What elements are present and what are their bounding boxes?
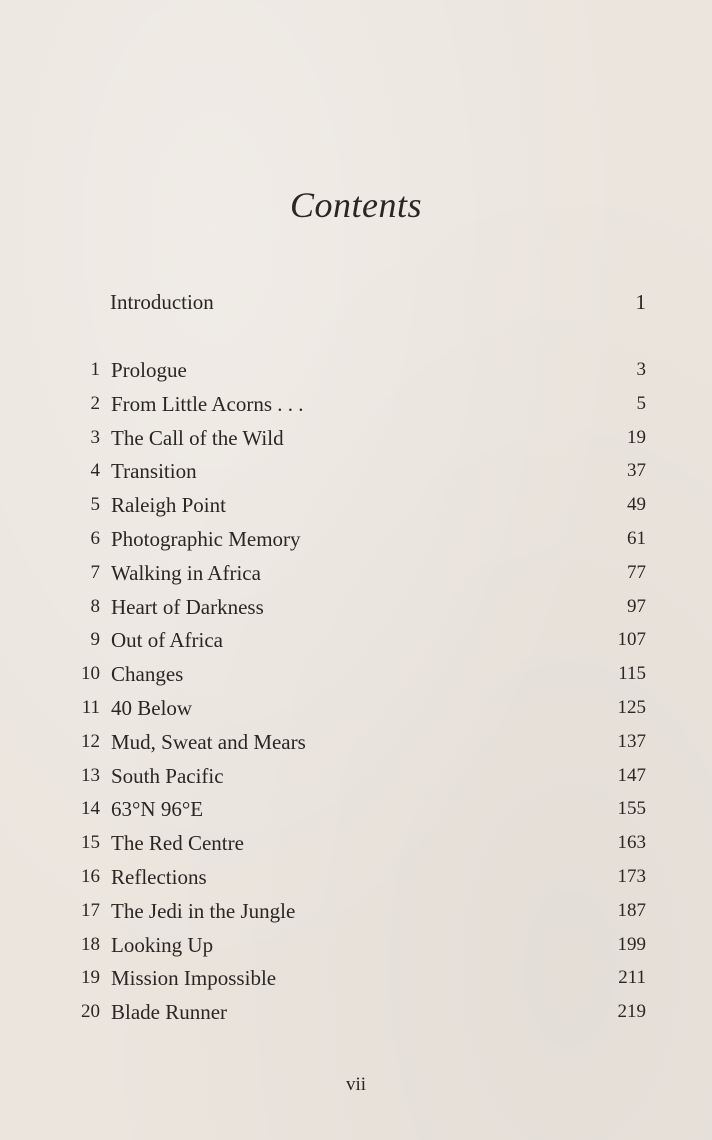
toc-chapter-entry — [72, 457, 646, 491]
chapter-number: 10 — [81, 663, 100, 685]
page-number: vii — [345, 1074, 367, 1095]
toc-chapter-entry — [72, 762, 646, 796]
chapter-number: 3 — [90, 426, 100, 448]
chapter-number: 4 — [90, 460, 100, 482]
chapter-page: 163 — [617, 832, 646, 854]
chapter-title: 40 Below — [111, 695, 193, 720]
chapter-number: 13 — [81, 764, 100, 786]
chapter-number: 14 — [81, 798, 100, 820]
chapter-title: Blade Runner — [111, 1000, 228, 1025]
chapter-number: 18 — [81, 933, 100, 955]
toc-chapter-entry — [72, 356, 646, 390]
chapter-number: 6 — [90, 527, 100, 549]
chapter-title: Looking Up — [111, 932, 214, 957]
toc-chapter-entry — [72, 931, 646, 965]
chapter-number: 20 — [81, 1001, 100, 1023]
toc-chapter-entry — [72, 626, 646, 660]
chapter-title: Changes — [111, 662, 184, 687]
chapter-title: 63°N 96°E — [111, 797, 204, 822]
introduction-label: Introduction — [110, 290, 214, 314]
chapter-number: 1 — [90, 359, 100, 380]
chapter-title: The Jedi in the Jungle — [111, 898, 296, 923]
toc-chapter-entry — [72, 863, 646, 897]
chapter-page: 199 — [617, 933, 646, 955]
chapter-title: Prologue — [111, 358, 187, 382]
chapter-title: South Pacific — [111, 763, 224, 788]
toc-chapter-entry — [72, 559, 646, 593]
toc-chapter-entry — [72, 593, 646, 627]
toc-chapter-entry — [72, 390, 646, 424]
toc-chapter-entry — [72, 795, 646, 829]
toc-introduction — [110, 288, 646, 316]
toc-chapter-entry — [72, 491, 646, 525]
toc-chapter-entry — [72, 424, 646, 458]
toc-chapter-entry — [72, 829, 646, 863]
chapter-number: 8 — [90, 595, 100, 617]
chapter-title: Reflections — [111, 864, 207, 889]
chapter-page: 219 — [617, 1001, 646, 1023]
chapter-number: 7 — [90, 561, 100, 583]
chapter-number: 9 — [90, 629, 100, 651]
chapter-page: 211 — [618, 967, 646, 989]
chapter-page: 37 — [627, 460, 646, 482]
chapter-page: 107 — [617, 629, 646, 651]
chapter-title: Out of Africa — [111, 628, 223, 653]
toc-chapter-list — [72, 356, 646, 1032]
toc-chapter-entry — [72, 728, 646, 762]
chapter-page: 173 — [617, 865, 646, 887]
chapter-page: 187 — [617, 899, 646, 921]
chapter-number: 15 — [81, 832, 100, 854]
chapter-title: Raleigh Point — [111, 493, 226, 518]
chapter-title: Walking in Africa — [111, 560, 261, 585]
chapter-title: Mission Impossible — [111, 966, 277, 991]
chapter-page: 147 — [617, 764, 646, 786]
chapter-page: 115 — [618, 663, 646, 685]
chapter-page: 5 — [636, 392, 646, 414]
chapter-page: 137 — [617, 730, 646, 752]
chapter-page: 97 — [627, 595, 646, 617]
chapter-title: Photographic Memory — [111, 526, 301, 551]
chapter-number: 11 — [81, 696, 100, 718]
chapter-page: 3 — [636, 359, 646, 380]
toc-chapter-entry — [72, 998, 646, 1032]
chapter-title: Mud, Sweat and Mears — [111, 729, 306, 754]
chapter-title: The Red Centre — [111, 831, 244, 856]
page-title: Contents — [289, 185, 422, 225]
chapter-number: 16 — [81, 865, 100, 887]
chapter-number: 5 — [90, 494, 100, 516]
chapter-number: 2 — [90, 392, 100, 414]
chapter-page: 77 — [627, 561, 646, 583]
chapter-title: From Little Acorns . . . — [111, 391, 304, 416]
chapter-page: 125 — [617, 696, 646, 718]
toc-chapter-entry — [72, 964, 646, 998]
chapter-page: 19 — [627, 426, 646, 448]
toc-chapter-entry — [72, 525, 646, 559]
chapter-page: 61 — [627, 527, 646, 549]
chapter-number: 12 — [81, 730, 100, 752]
chapter-number: 17 — [81, 899, 100, 921]
introduction-page: 1 — [635, 290, 646, 314]
chapter-number: 19 — [81, 967, 100, 989]
toc-chapter-entry — [72, 694, 646, 728]
chapter-page: 49 — [627, 494, 646, 516]
chapter-title: Heart of Darkness — [111, 594, 264, 619]
chapter-page: 155 — [617, 798, 646, 820]
chapter-title: The Call of the Wild — [111, 425, 284, 450]
toc-chapter-entry — [72, 660, 646, 694]
chapter-title: Transition — [111, 459, 197, 484]
toc-chapter-entry — [72, 897, 646, 931]
